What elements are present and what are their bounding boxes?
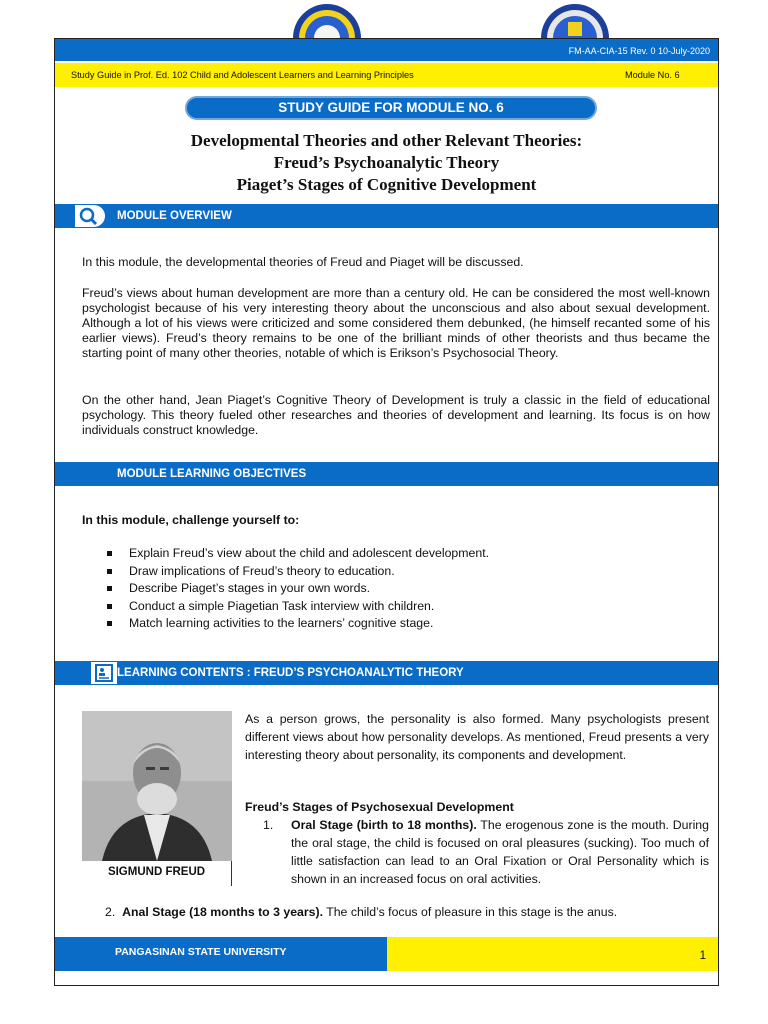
learning-objectives-bar	[55, 462, 718, 486]
module-overview-bar	[55, 204, 718, 228]
overview-paragraph-1: In this module, the developmental theories of Freud and Piaget will be discussed.	[82, 255, 524, 269]
stage-2-title: Anal Stage (18 months to 3 years).	[122, 905, 324, 919]
university-seal-left	[292, 0, 362, 38]
objectives-list	[107, 545, 489, 633]
overview-paragraph-3: On the other hand, Jean Piaget’s Cognitive Theory of Development is truly a classic in the field of educational psychology. This theory fueled other researches and theories of development and learning. Its focus is on how individuals construct knowledge.	[82, 393, 710, 437]
module-label: Module No. 6	[625, 70, 680, 80]
module-pill: STUDY GUIDE FOR MODULE NO. 6	[185, 96, 597, 120]
course-label: Study Guide in Prof. Ed. 102 Child and Adolescent Learners and Learning Principles	[71, 70, 414, 80]
course-bar	[55, 63, 718, 87]
objectives-intro: In this module, challenge yourself to:	[82, 513, 300, 527]
objective-item: Explain Freud’s view about the child and adolescent development.	[107, 545, 489, 563]
title-line-3: Piaget’s Stages of Cognitive Development	[236, 175, 537, 194]
photo-caption: SIGMUND FREUD	[82, 861, 232, 886]
objective-item: Match learning activities to the learners’ cognitive stage.	[107, 615, 489, 633]
study-guide-page	[54, 38, 719, 986]
stage-1-number: 1.	[263, 818, 274, 832]
university-seal-right	[540, 0, 610, 38]
stage-2-text: The child’s focus of pleasure in this stage is the anus.	[323, 905, 618, 919]
title-line-2: Freud’s Psychoanalytic Theory	[273, 153, 500, 172]
objective-item: Conduct a simple Piagetian Task interview with children.	[107, 598, 489, 616]
stage-1	[263, 816, 709, 888]
learning-contents-heading: LEARNING CONTENTS : FREUD’S PSYCHOANALYTIC THEORY	[117, 667, 464, 679]
portrait-photo	[82, 711, 232, 861]
title-line-1: Developmental Theories and other Relevant Theories:	[190, 131, 583, 150]
learning-objectives-heading: MODULE LEARNING OBJECTIVES	[117, 468, 307, 480]
footer-university: PANGASINAN STATE UNIVERSITY	[115, 946, 287, 958]
module-overview-heading: MODULE OVERVIEW	[117, 210, 232, 222]
page-number: 1	[699, 950, 706, 962]
stage-2	[105, 903, 715, 921]
overview-paragraph-2: Freud’s views about human development are more than a century old. He can be considered the most well-known psychologist because of his very interesting theory about the unconscious and also about sexual development. Although a lot of his views were criticized and some considered them debunked, (he himself recanted some of his earlier views). Freud’s theory remains to be one of the brilliant minds of other theorists and thus became the starting point of many other theories, notable of which is Erikson’s Psychosocial Theory.	[82, 286, 710, 360]
document-icon	[91, 662, 117, 684]
search-icon	[75, 205, 105, 227]
stage-1-title: Oral Stage (birth to 18 months).	[291, 818, 477, 832]
form-code-bar	[55, 39, 718, 61]
learning-contents-bar	[55, 661, 718, 685]
objective-item: Draw implications of Freud’s theory to education.	[107, 563, 489, 581]
footer-university-bar	[55, 937, 387, 971]
stages-heading: Freud’s Stages of Psychosexual Development	[245, 800, 514, 814]
footer-page-bar	[387, 937, 718, 971]
form-code: FM-AA-CIA-15 Rev. 0 10-July-2020	[568, 46, 710, 56]
stage-1-text: The erogenous zone is the mouth. During the oral stage, the child is focused on oral pleasures (sucking). Too much of little satisfaction can lead to an Oral Fixation or Oral Personality which is shown in an increased focus on oral activities.	[291, 818, 709, 886]
stage-2-number: 2.	[105, 905, 116, 919]
contents-intro: As a person grows, the personality is also formed. Many psychologists present different views about how personality develops. As mentioned, Freud presents a very interesting theory about personality, its components and development.	[245, 712, 709, 762]
objective-item: Describe Piaget’s stages in your own words.	[107, 580, 489, 598]
